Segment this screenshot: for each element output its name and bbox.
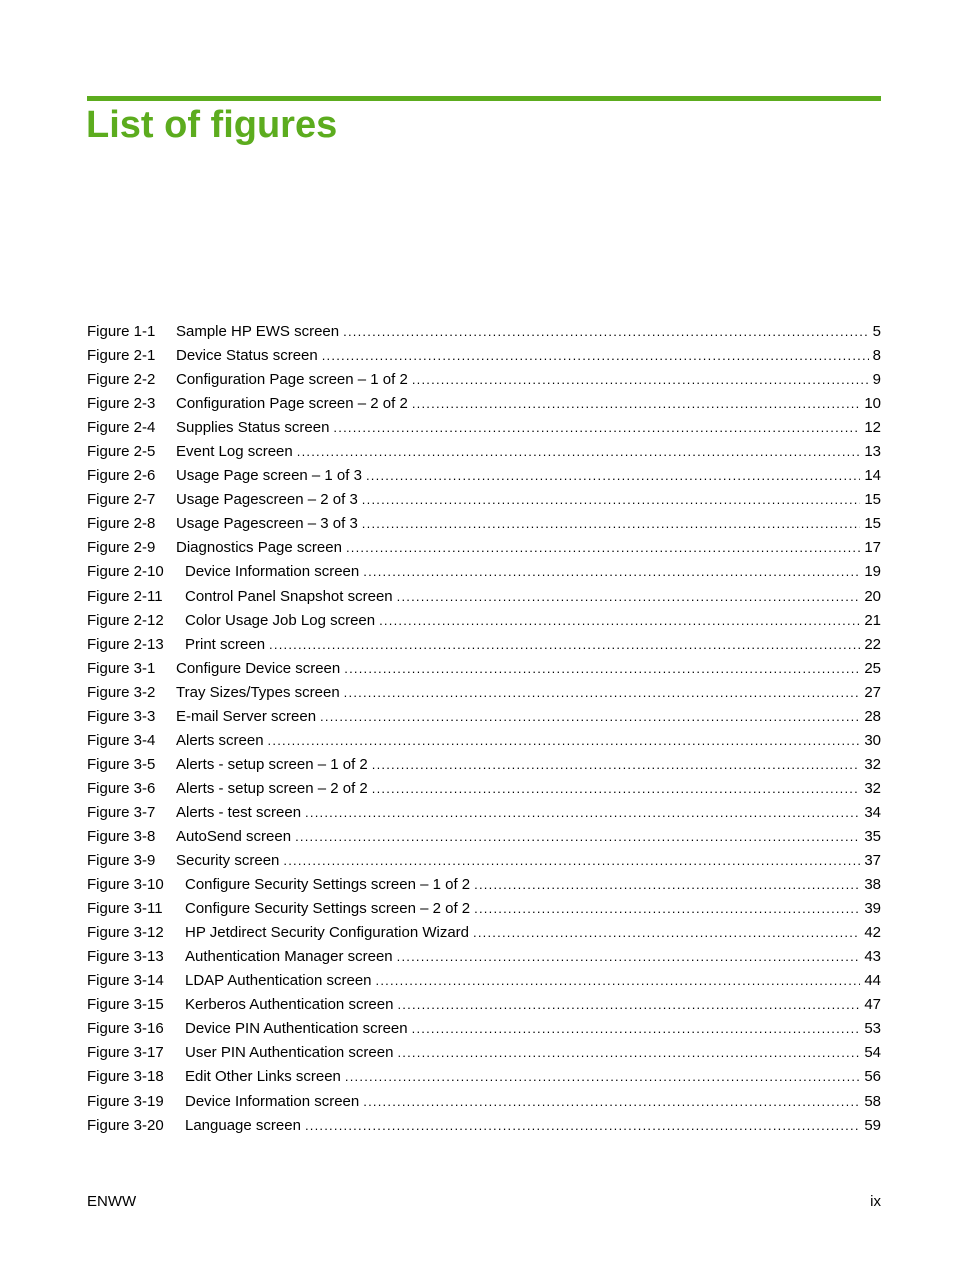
figure-page-number: 19 xyxy=(860,560,881,584)
dot-leader xyxy=(322,344,869,368)
figure-number: Figure 3-19 xyxy=(87,1092,164,1110)
figure-page-number: 13 xyxy=(860,440,881,464)
figure-number: Figure 3-12 xyxy=(87,924,164,942)
figure-entry xyxy=(185,633,881,657)
dot-leader xyxy=(376,969,861,993)
figure-entry xyxy=(185,945,881,969)
dot-leader xyxy=(269,633,860,657)
toc-entry[interactable] xyxy=(87,344,881,368)
figure-entry xyxy=(176,681,881,705)
figure-page-number: 47 xyxy=(860,993,881,1017)
figure-title: HP Jetdirect Security Configuration Wizard xyxy=(185,921,473,945)
figure-page-number: 5 xyxy=(869,320,881,344)
figure-title: Usage Pagescreen – 3 of 3 xyxy=(176,512,362,536)
figure-title: Event Log screen xyxy=(176,440,297,464)
figure-entry xyxy=(176,849,881,873)
dot-leader xyxy=(473,921,860,945)
figure-page-number: 20 xyxy=(860,585,881,609)
dot-leader xyxy=(362,488,861,512)
figure-title: Configure Security Settings screen – 1 of 2 xyxy=(185,873,474,897)
figure-number: Figure 3-11 xyxy=(87,900,163,918)
dot-leader xyxy=(305,1114,860,1138)
figure-number: Figure 3-14 xyxy=(87,972,164,990)
toc-entry[interactable] xyxy=(87,873,881,897)
toc-entry[interactable] xyxy=(87,897,881,921)
figure-title: Usage Pagescreen – 2 of 3 xyxy=(176,488,362,512)
figure-entry xyxy=(185,1090,881,1114)
dot-leader xyxy=(412,368,869,392)
figure-page-number: 59 xyxy=(860,1114,881,1138)
figure-title: Alerts - setup screen – 1 of 2 xyxy=(176,753,372,777)
figure-entry xyxy=(176,416,881,440)
figure-page-number: 32 xyxy=(860,777,881,801)
toc-entry[interactable] xyxy=(87,777,881,801)
dot-leader xyxy=(397,993,860,1017)
figure-number: Figure 3-5 xyxy=(87,755,156,773)
figure-page-number: 17 xyxy=(860,536,881,560)
figure-entry xyxy=(176,729,881,753)
figure-title: Configuration Page screen – 1 of 2 xyxy=(176,368,412,392)
toc-entry[interactable] xyxy=(87,753,881,777)
toc-entry[interactable] xyxy=(87,1090,881,1114)
figure-page-number: 22 xyxy=(860,633,881,657)
figure-title: Supplies Status screen xyxy=(176,416,333,440)
figure-entry xyxy=(176,705,881,729)
figure-entry xyxy=(176,344,881,368)
figure-title: Device PIN Authentication screen xyxy=(185,1017,412,1041)
toc-entry[interactable] xyxy=(87,1017,881,1041)
figure-page-number: 39 xyxy=(860,897,881,921)
figure-number: Figure 2-3 xyxy=(87,395,156,413)
figure-page-number: 32 xyxy=(860,753,881,777)
toc-entry[interactable] xyxy=(87,320,881,344)
figure-page-number: 10 xyxy=(860,392,881,416)
figure-entry xyxy=(185,969,881,993)
dot-leader xyxy=(344,657,860,681)
toc-entry[interactable] xyxy=(87,512,881,536)
figure-number: Figure 3-16 xyxy=(87,1020,164,1038)
figure-entry xyxy=(176,440,881,464)
figure-number: Figure 3-17 xyxy=(87,1044,164,1062)
dot-leader xyxy=(372,777,861,801)
dot-leader xyxy=(363,560,860,584)
toc-entry[interactable] xyxy=(87,368,881,392)
figure-title: Color Usage Job Log screen xyxy=(185,609,379,633)
figure-number: Figure 2-1 xyxy=(87,347,156,365)
figure-title: Configure Security Settings screen – 2 of 2 xyxy=(185,897,474,921)
toc-entry[interactable] xyxy=(87,633,881,657)
figure-page-number: 43 xyxy=(860,945,881,969)
figure-entry xyxy=(185,1017,881,1041)
figure-page-number: 44 xyxy=(860,969,881,993)
figure-page-number: 15 xyxy=(860,512,881,536)
figure-title: Control Panel Snapshot screen xyxy=(185,585,397,609)
figure-entry xyxy=(185,897,881,921)
figure-number: Figure 3-10 xyxy=(87,876,164,894)
dot-leader xyxy=(366,464,860,488)
toc-entry[interactable] xyxy=(87,1114,881,1138)
figure-page-number: 42 xyxy=(860,921,881,945)
figure-title: Usage Page screen – 1 of 3 xyxy=(176,464,366,488)
figure-page-number: 9 xyxy=(869,368,881,392)
figure-number: Figure 3-13 xyxy=(87,948,164,966)
figure-entry xyxy=(185,1041,881,1065)
toc-entry[interactable] xyxy=(87,825,881,849)
toc-entry[interactable] xyxy=(87,969,881,993)
figure-entry xyxy=(185,609,881,633)
figure-number: Figure 3-20 xyxy=(87,1116,164,1134)
figure-entry xyxy=(176,320,881,344)
figure-list xyxy=(87,320,881,1138)
figure-entry xyxy=(176,536,881,560)
figure-entry xyxy=(176,488,881,512)
figure-page-number: 53 xyxy=(860,1017,881,1041)
figure-entry xyxy=(185,1065,881,1089)
figure-page-number: 8 xyxy=(869,344,881,368)
figure-page-number: 12 xyxy=(860,416,881,440)
toc-entry[interactable] xyxy=(87,801,881,825)
figure-page-number: 25 xyxy=(860,657,881,681)
figure-title: Configuration Page screen – 2 of 2 xyxy=(176,392,412,416)
figure-number: Figure 1-1 xyxy=(87,323,156,340)
dot-leader xyxy=(268,729,861,753)
figure-title: User PIN Authentication screen xyxy=(185,1041,397,1065)
figure-entry xyxy=(176,368,881,392)
figure-page-number: 54 xyxy=(860,1041,881,1065)
figure-title: Edit Other Links screen xyxy=(185,1065,345,1089)
figure-number: Figure 2-2 xyxy=(87,371,156,389)
figure-title: Alerts screen xyxy=(176,729,268,753)
figure-entry xyxy=(176,464,881,488)
dot-leader xyxy=(295,825,860,849)
figure-page-number: 58 xyxy=(860,1090,881,1114)
figure-number: Figure 2-5 xyxy=(87,443,156,461)
figure-page-number: 56 xyxy=(860,1065,881,1089)
toc-entry[interactable] xyxy=(87,681,881,705)
toc-entry[interactable] xyxy=(87,440,881,464)
dot-leader xyxy=(372,753,861,777)
figure-number: Figure 3-18 xyxy=(87,1068,164,1086)
toc-entry[interactable] xyxy=(87,609,881,633)
figure-title: Device Information screen xyxy=(185,1090,363,1114)
toc-entry[interactable] xyxy=(87,1041,881,1065)
toc-entry[interactable] xyxy=(87,416,881,440)
figure-entry xyxy=(176,657,881,681)
figure-number: Figure 2-13 xyxy=(87,635,164,653)
toc-entry[interactable] xyxy=(87,560,881,584)
dot-leader xyxy=(305,801,860,825)
figure-entry xyxy=(176,825,881,849)
figure-title: Alerts - test screen xyxy=(176,801,305,825)
figure-number: Figure 2-11 xyxy=(87,587,163,605)
figure-title: LDAP Authentication screen xyxy=(185,969,376,993)
figure-number: Figure 3-6 xyxy=(87,779,156,797)
figure-title: Security screen xyxy=(176,849,283,873)
toc-entry[interactable] xyxy=(87,849,881,873)
figure-title: Kerberos Authentication screen xyxy=(185,993,397,1017)
figure-number: Figure 3-2 xyxy=(87,683,156,701)
toc-entry[interactable] xyxy=(87,585,881,609)
dot-leader xyxy=(412,1017,861,1041)
dot-leader xyxy=(474,897,860,921)
dot-leader xyxy=(397,1041,860,1065)
figure-entry xyxy=(176,512,881,536)
page-title: List of figures xyxy=(86,104,338,146)
figure-title: E-mail Server screen xyxy=(176,705,320,729)
dot-leader xyxy=(363,1090,860,1114)
figure-number: Figure 2-6 xyxy=(87,467,156,485)
dot-leader xyxy=(333,416,860,440)
figure-entry xyxy=(176,753,881,777)
figure-title: Device Status screen xyxy=(176,344,322,368)
toc-entry[interactable] xyxy=(87,392,881,416)
figure-page-number: 27 xyxy=(860,681,881,705)
figure-title: Language screen xyxy=(185,1114,305,1138)
dot-leader xyxy=(283,849,860,873)
figure-title: Print screen xyxy=(185,633,269,657)
toc-entry[interactable] xyxy=(87,729,881,753)
dot-leader xyxy=(397,585,861,609)
figure-entry xyxy=(185,993,881,1017)
figure-title: Configure Device screen xyxy=(176,657,344,681)
figure-page-number: 35 xyxy=(860,825,881,849)
figure-number: Figure 3-8 xyxy=(87,827,156,845)
toc-entry[interactable] xyxy=(87,921,881,945)
toc-entry[interactable] xyxy=(87,705,881,729)
figure-page-number: 38 xyxy=(860,873,881,897)
figure-title: Alerts - setup screen – 2 of 2 xyxy=(176,777,372,801)
figure-entry xyxy=(176,777,881,801)
figure-entry xyxy=(185,921,881,945)
dot-leader xyxy=(346,536,860,560)
figure-title: Device Information screen xyxy=(185,560,363,584)
toc-entry[interactable] xyxy=(87,1065,881,1089)
dot-leader xyxy=(344,681,861,705)
dot-leader xyxy=(343,320,869,344)
dot-leader xyxy=(474,873,860,897)
figure-page-number: 30 xyxy=(860,729,881,753)
toc-entry[interactable] xyxy=(87,657,881,681)
figure-entry xyxy=(185,873,881,897)
footer-page-number: ix xyxy=(870,1193,881,1210)
figure-entry xyxy=(185,1114,881,1138)
dot-leader xyxy=(320,705,860,729)
figure-title: Diagnostics Page screen xyxy=(176,536,346,560)
figure-number: Figure 3-7 xyxy=(87,803,156,821)
figure-page-number: 21 xyxy=(860,609,881,633)
figure-entry xyxy=(185,585,881,609)
figure-page-number: 14 xyxy=(860,464,881,488)
figure-number: Figure 3-9 xyxy=(87,852,156,870)
figure-number: Figure 2-12 xyxy=(87,611,164,629)
figure-number: Figure 3-15 xyxy=(87,996,164,1014)
figure-number: Figure 2-8 xyxy=(87,515,156,533)
figure-page-number: 15 xyxy=(860,488,881,512)
toc-entry[interactable] xyxy=(87,536,881,560)
figure-entry xyxy=(176,392,881,416)
dot-leader xyxy=(379,609,860,633)
toc-entry[interactable] xyxy=(87,993,881,1017)
figure-number: Figure 3-3 xyxy=(87,707,156,725)
figure-title: Sample HP EWS screen xyxy=(176,320,343,344)
figure-page-number: 37 xyxy=(860,849,881,873)
figure-number: Figure 3-4 xyxy=(87,731,156,749)
figure-title: AutoSend screen xyxy=(176,825,295,849)
toc-entry[interactable] xyxy=(87,945,881,969)
figure-entry xyxy=(185,560,881,584)
dot-leader xyxy=(362,512,861,536)
dot-leader xyxy=(297,440,861,464)
toc-entry[interactable] xyxy=(87,464,881,488)
dot-leader xyxy=(412,392,860,416)
figure-title: Authentication Manager screen xyxy=(185,945,397,969)
figure-entry xyxy=(176,801,881,825)
figure-page-number: 28 xyxy=(860,705,881,729)
figure-title: Tray Sizes/Types screen xyxy=(176,681,344,705)
figure-number: Figure 2-10 xyxy=(87,563,164,581)
figure-page-number: 34 xyxy=(860,801,881,825)
figure-number: Figure 2-4 xyxy=(87,419,156,437)
figure-number: Figure 2-9 xyxy=(87,539,156,557)
dot-leader xyxy=(397,945,861,969)
toc-entry[interactable] xyxy=(87,488,881,512)
footer-publication-code: ENWW xyxy=(87,1193,137,1210)
figure-number: Figure 3-1 xyxy=(87,659,156,677)
dot-leader xyxy=(345,1065,860,1089)
figure-number: Figure 2-7 xyxy=(87,491,156,509)
